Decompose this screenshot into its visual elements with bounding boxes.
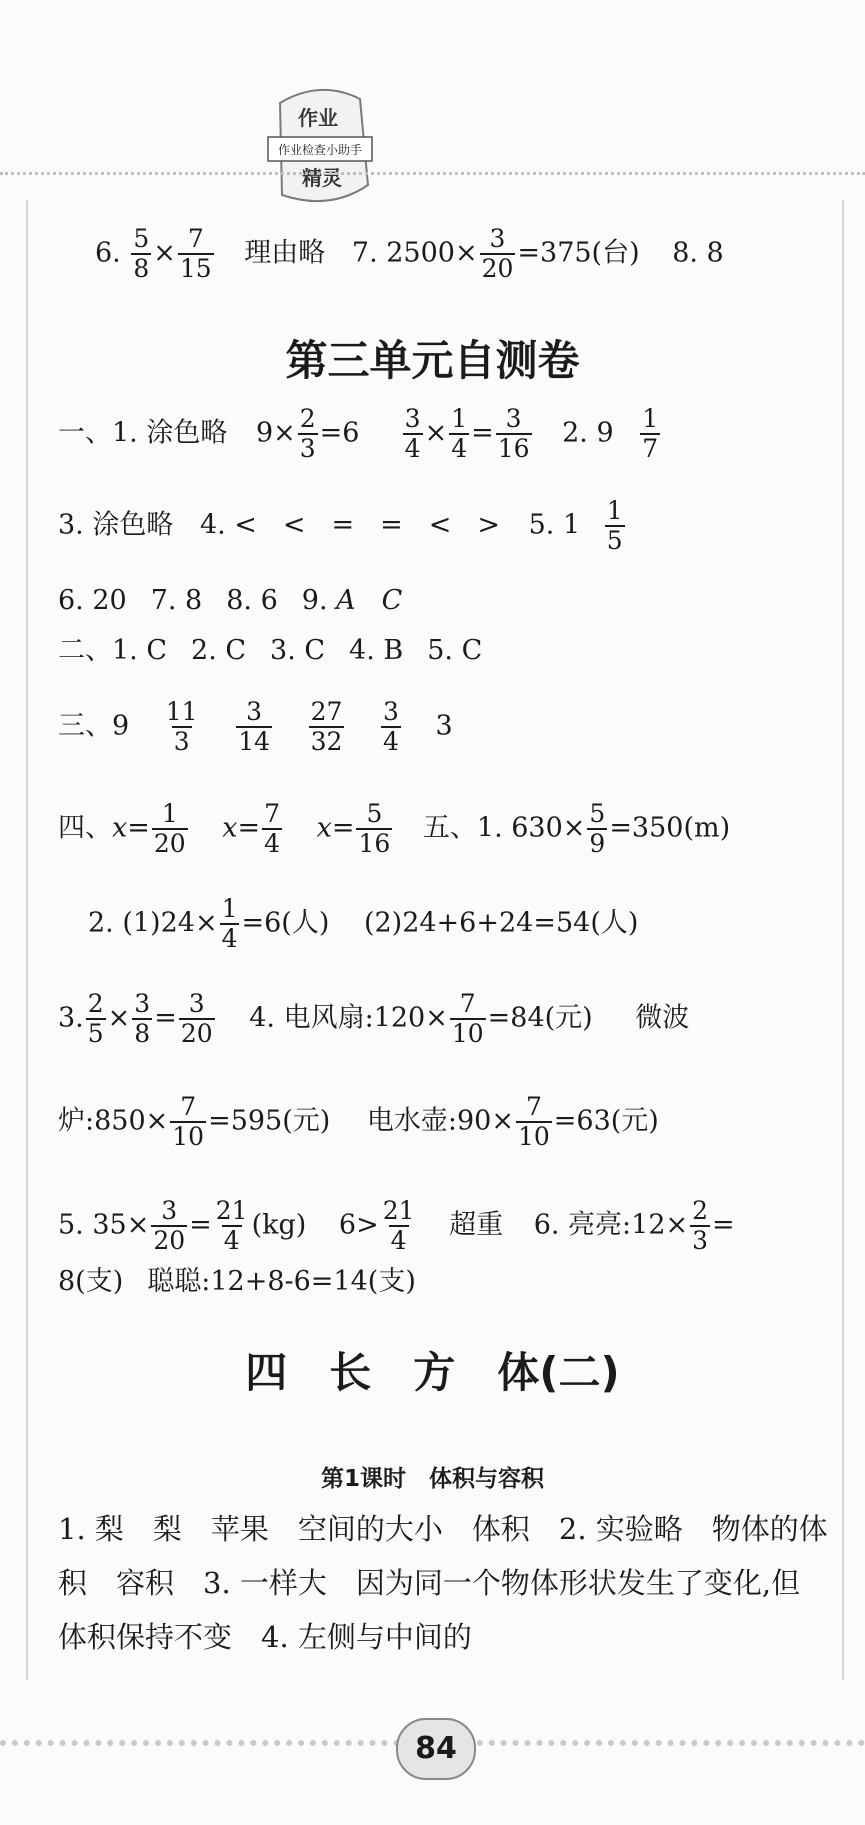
answer-line-10: 炉:850× $\frac{7}{10}$ =595(元) 电水壶:90× $\frac{7}{10}$ =63(元) xyxy=(58,1092,659,1151)
lesson-answers: 1. 梨 梨 苹果 空间的大小 体积 2. 实验略 物体的体积 容积 3. 一样大 因为同一个物体形状发生了变化,但体积保持不变 4. 左侧与中间的 xyxy=(58,1512,828,1654)
answer-line-4: 6. 20 7. 8 8. 6 9. A C xyxy=(58,585,403,616)
answer-line-9: 3. $\frac{2}{5}$ × $\frac{3}{8}$ = $\frac{3}{20}$ 4. 电风扇:120× $\frac{7}{10}$ =84(元) 微波 xyxy=(58,989,690,1048)
answer-line-8: 2. (1)24× $\frac{1}{4}$ =6(人) (2)24+6+24=54(人) xyxy=(88,894,639,953)
answer-line-12: 8(支) 聪聪:12+8-6=14(支) xyxy=(58,1266,416,1297)
right-margin-line xyxy=(842,200,844,1680)
chapter-title: 四 长 方 体(二) xyxy=(245,1348,620,1397)
answer-line-7: 四、x= $\frac{1}{20}$ x= $\frac{7}{4}$ x= $\frac{5}{16}$ 五、1. 630× $\frac{5}{9}$ =350(m) xyxy=(58,799,731,858)
text: 6. xyxy=(95,237,121,269)
fraction: $\frac{5}{8}$ xyxy=(133,224,150,283)
lesson-title: 第1课时 体积与容积 xyxy=(320,1466,544,1492)
unit-test-title: 第三单元自测卷 xyxy=(285,336,580,385)
svg-text:作业: 作业 xyxy=(298,106,338,130)
answer-line-3: 3. 涂色略 4. < < = = < > 5. 1 $\frac{1}{5}$ xyxy=(58,496,623,555)
answer-line-1: 6. $\frac{5}{8}$ × $\frac{7}{15}$ 理由略 7. 2500× $\frac{3}{20}$ =375(台) 8. 8 xyxy=(95,224,724,283)
text: 7. 2500× xyxy=(351,237,478,269)
answer-line-2: 一、1. 涂色略 9× $\frac{2}{3}$ =6 $\frac{3}{4}$ × $\frac{1}{4}$ = $\frac{3}{16}$ 2. 9 $\frac{1}{7}$ xyxy=(58,404,659,463)
fraction: $\frac{7}{15}$ xyxy=(179,224,212,283)
answer-line-11: 5. 35× $\frac{3}{20}$ = $\frac{21}{4}$ (kg) 6> $\frac{21}{4}$ 超重 6. 亮亮:12× $\frac{2}{3}$ = xyxy=(58,1196,735,1255)
svg-text:精灵: 精灵 xyxy=(302,166,342,190)
fraction: $\frac{3}{20}$ xyxy=(481,224,514,283)
text: 理由略 xyxy=(244,237,326,269)
svg-text:作业检查小助手: 作业检查小助手 xyxy=(277,143,363,157)
text: =375(台) xyxy=(517,237,640,269)
answer-line-6: 三、9 $\frac{11}{3}$ $\frac{3}{14}$ $\frac{27}{32}$ $\frac{3}{4}$ 3 xyxy=(58,697,453,756)
stamp-logo xyxy=(260,85,380,215)
text: 8. 8 xyxy=(672,237,724,269)
header-dotted-line xyxy=(0,172,865,175)
page-number: 84 xyxy=(396,1718,476,1780)
left-margin-line xyxy=(26,200,28,1680)
answer-line-5: 二、1. C 2. C 3. C 4. B 5. C xyxy=(58,635,483,666)
